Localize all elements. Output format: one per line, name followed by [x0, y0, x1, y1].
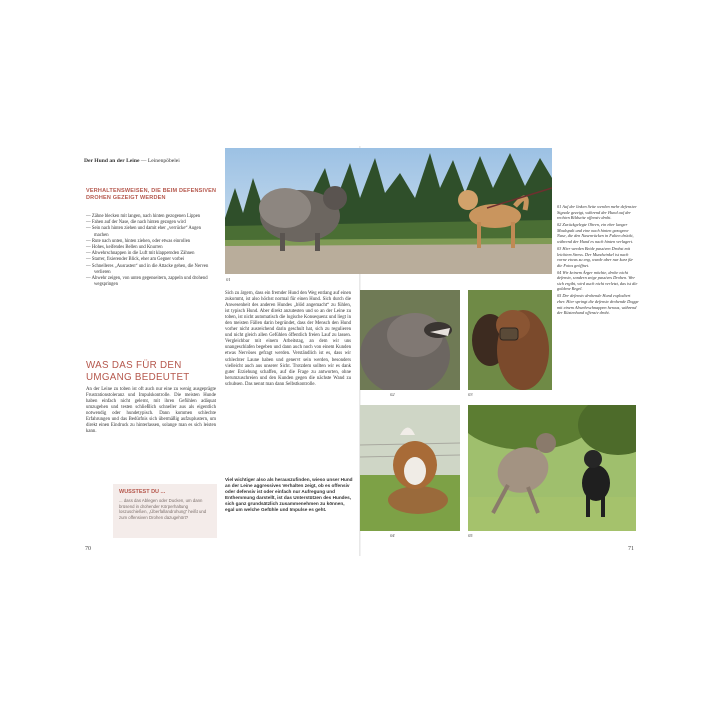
right-body-text: Sich zu ärgern, dass ein fremder Hund den Weg entlang auf einen zukommt, ist also höchst normal für einen Hund. Sich durch die Anwesenheit des anderen Hundes „blöd angemacht“ zu fühlen, ist typisch Hund. Aber direkt anzutesten und so an der Leine zu toben, ist nicht automatisch die logische Konsequenz und liegt in den meisten Fällen darin begründet, dass der Mensch den Hund vorher nicht ausreichend darin geschult hat, sich zu regulieren und nicht gleich allen Gefühlen öffentlich freien Lauf zu lassen. Vergleichbar mit einem Arbeitstag, an dem wir uns unangeschlafen begeben und dann auch noch von einem Kunden etwas Nervöses gefragt werden. Verständlich ist es, dass wir schlechter Laune haben und genervt sein werden, besonders vielleicht auch aus unserer Sicht. Trotzdem sollten wir es dank guter Erziehung schaffen, auf die Frage zu antworten, ohne herumzuschreien und den Kunden gegen die nächste Wand zu schubsen. Das nennt man dann Selbstkontrolle. [225, 291, 351, 387]
info-box [113, 484, 217, 538]
page-number-left: 70 [85, 546, 91, 552]
photo-number-03: 03 [468, 392, 473, 397]
photo-03-muzzled-dog [468, 290, 552, 390]
header-title: Der Hund an der Leine [84, 158, 140, 164]
list-item: — Rute nach unten, hinten ziehen, oder etwas einrollen [86, 238, 191, 244]
info-box-title: WUSSTEST DU ... [119, 489, 166, 495]
header-separator: — [140, 158, 147, 164]
list-item: — Zähne blecken mit langen, nach hinten gezogenen Lippen [86, 214, 201, 219]
photo-number-01: 01 [226, 277, 231, 282]
photo-03-image [468, 290, 552, 390]
list-item: — Sein nach hinten ziehen und damit eher „verrücke“ Augen machen [86, 226, 201, 238]
caption-05: 05 Der defensiv drohende Hund explodiert eher. Hier springt die defensiv drohende Dogge mit einem Abwehrschnappen heraus, während der Rüstenhund offensiv droht. [557, 293, 639, 316]
photo-02-image [360, 290, 460, 390]
behavior-list [86, 214, 212, 288]
right-bold-paragraph: Viel wichtiger also als herauszufinden, wieso unser Hund an der Leine aggressives Verhalten zeigt, ob es offensiv oder defensiv ist oder einfach nur Aufregung und Enthemmung darstellt, ist das Unterstützen des Hundes, sich ganz grundsätzlich zusammenehmen zu können, egal um welche Gefühle und Impulse es geht. [225, 477, 353, 513]
list-item: — Starrer, fixierender Blick, eher am Gegner vorbei [86, 257, 185, 263]
list-item: — Abwehrschnappen in die Luft mit klappernden Zähnen [86, 251, 195, 257]
photo-05-image [468, 405, 636, 531]
photo-04-defensive-dog [360, 405, 460, 531]
left-body-text: An der Leine zu toben ist oft auch nur eine zu wenig ausgeprägte Frustrationstoleranz und Impulskontrolle. Die meisten Hunde haben einfach nicht gelernt, mit ihren Gefühlen adäquat umzugehen und testen schließlich schneller aus als eigentlich notwendig oder hundetypisch. Dann kommen schlechte Erfahrungen und das Bedürfnis sich übermäßig aufzuplustern, um direkt einen Eindruck zu hinterlassen, solange man es sich leisten kann. [86, 387, 216, 435]
list-item: — Hohes, keifendes Bellen und Knurren [86, 245, 163, 251]
section-title: VERHALTENSWEISEN, DIE BEIM DEFENSIVEN DROHEN GEZEIGT WERDEN [86, 188, 217, 201]
photo-01-image [225, 148, 552, 274]
page-number-right: 71 [628, 546, 634, 552]
photo-number-02: 02 [390, 392, 395, 397]
list-item: — Fahen auf der Nase, die nach hinten gezogen wird [86, 220, 186, 226]
photo-02-spitz-teeth [360, 290, 460, 390]
photo-number-05: 05 [468, 533, 473, 538]
section-heading: WAS DAS FÜR DEN UMGANG BEDEUTET [86, 360, 190, 383]
info-box-text: ... dass das Ablegen oder Ducken, um dann brüsend in drohender Körperhaltung loszuschießen, „Überfallandrohung“ heißt und zum offensiven Drohen dazugehört? [119, 498, 207, 521]
list-item: — Abwehr zeigen, von unten gegenseitern, zappeln und drohend wegspringen [86, 276, 208, 288]
photo-05-jumping-dogs [468, 405, 636, 531]
caption-03: 03 Hier werden Beide passiven Drohst mit leichtem Stress. Der Mundwinkel ist nach vorne etwas zu eng, wurde aber nur kurz für die Fotos geöffnet. [557, 245, 634, 268]
list-item: — Schnelleres „Ausrasten“ und in die Attacke gehen, die Nerven verlieren [86, 263, 209, 275]
photo-captions [557, 204, 639, 317]
photo-number-04: 04 [390, 533, 395, 538]
caption-02: 02 Zurückgelegte Ohren, ein eher langer Maulspalt und eine nach hinten gezogene Nase, die den Nasenrücken in Falten drückt, während der Hund es nach hinten verlagert. [557, 222, 634, 244]
running-header [84, 158, 180, 164]
header-subtitle: Leinenpöbelei [147, 158, 180, 164]
photo-04-image [360, 405, 460, 531]
photo-01-dog-encounter [225, 148, 552, 274]
caption-01: 01 Auf der linken Seite werden mehr defensive Signale gezeigt, während der Hund auf der rechten Bildseite offensiv droht. [557, 204, 637, 221]
caption-04: 04 Wir keinem Ärger möchte, drohe nicht defensiv, sondern zeige passives Drohen. Wer sich ergibt, wird auch nicht verletzt, das ist die goldene Regel. [557, 269, 638, 292]
